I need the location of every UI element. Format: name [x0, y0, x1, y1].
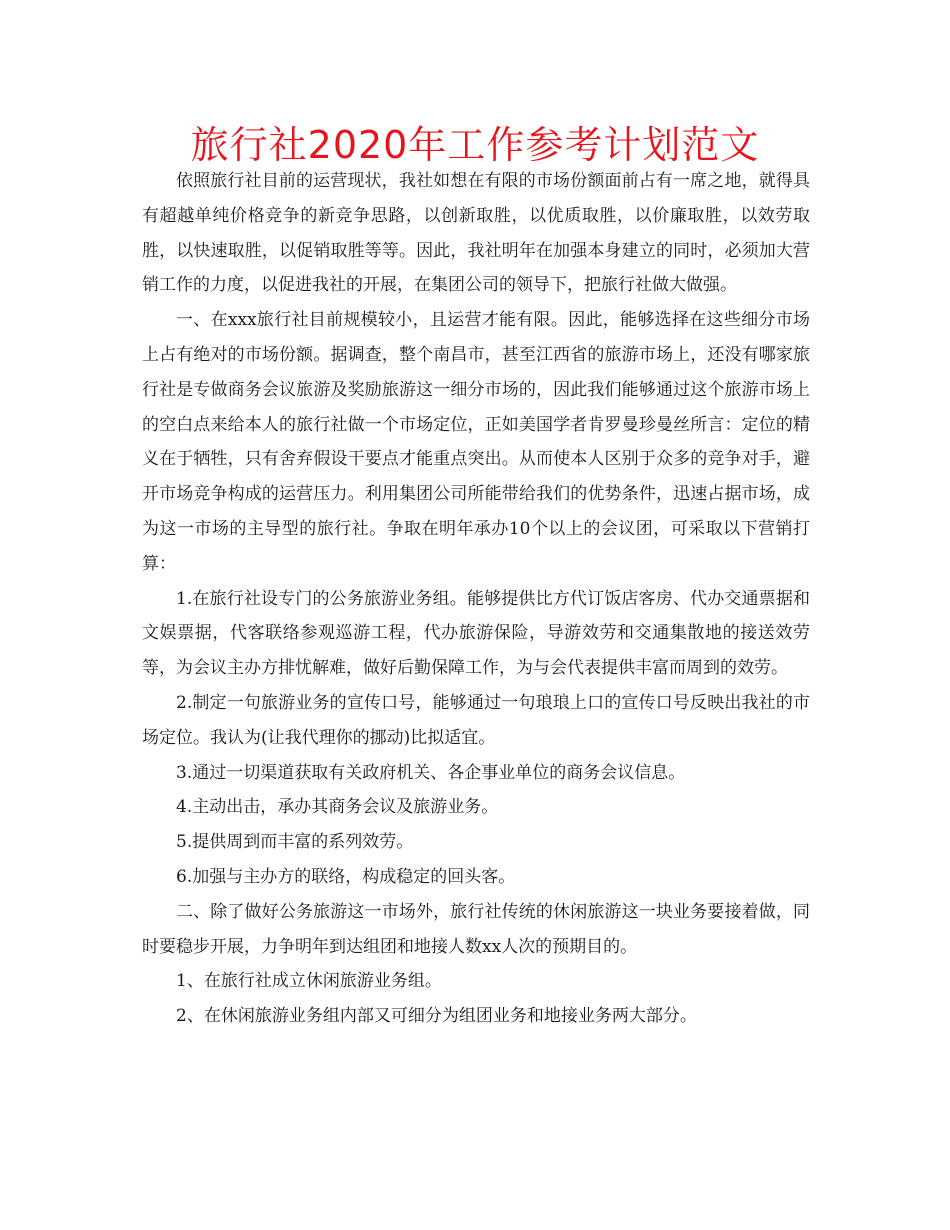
paragraph-subitem-1: 1、在旅行社成立休闲旅游业务组。	[176, 971, 442, 992]
paragraph-subitem-2: 2、在休闲旅游业务组内部又可细分为组团业务和地接业务两大部分。	[176, 1006, 697, 1027]
paragraph-section-one: 一、在xxx旅行社目前规模较小，且运营才能有限。因此，能够选择在这些细分市场上占有绝对的市场份额。据调查，整个南昌市，甚至江西省的旅游市场上，还没有哪家旅行社是专做商务会议旅游及奖励旅游这一细分市场的，因此我们能够通过这个旅游市场上的空白点来给本人的旅行社做一个市场定位，正如美国学者肯罗曼珍曼丝所言：定位的精义在于牺牲，只有舍弃假设干要点才能重点突出。从而使本人区别于众多的竞争对手，避开市场竞争构成的运营压力。利用集团公司所能带给我们的优势条件，迅速占据市场，成为这一市场的主导型的旅行社。争取在明年承办10个以上的会议团，可采取以下营销打算：	[142, 310, 810, 574]
paragraph-intro: 依照旅行社目前的运营现状，我社如想在有限的市场份额面前占有一席之地，就得具有超越单纯价格竞争的新竞争思路，以创新取胜，以优质取胜，以价廉取胜，以效劳取胜，以快速取胜，以促销取胜等等。因此，我社明年在加强本身建立的同时，必须加大营销工作的力度，以促进我社的开展，在集团公司的领导下，把旅行社做大做强。	[142, 171, 810, 296]
paragraph-item-3: 3.通过一切渠道获取有关政府机关、各企事业单位的商务会议信息。	[176, 762, 686, 783]
document-body	[142, 164, 810, 1034]
document-title: 旅行社2020年工作参考计划范文	[190, 123, 760, 167]
paragraph-item-6: 6.加强与主办方的联络，构成稳定的回头客。	[176, 866, 516, 887]
paragraph-item-5: 5.提供周到而丰富的系列效劳。	[176, 832, 414, 853]
paragraph-item-4: 4.主动出击，承办其商务会议及旅游业务。	[176, 797, 499, 818]
paragraph-section-two: 二、除了做好公务旅游这一市场外，旅行社传统的休闲旅游这一块业务要接着做，同时要稳步开展，力争明年到达组团和地接人数xx人次的预期目的。	[142, 901, 810, 957]
paragraph-item-1: 1.在旅行社设专门的公务旅游业务组。能够提供比方代订饭店客房、代办交通票据和文娱票据，代客联络参观巡游工程，代办旅游保险，导游效劳和交通集散地的接送效劳等，为会议主办方排忧解难，做好后勤保障工作，为与会代表提供丰富而周到的效劳。	[142, 588, 810, 679]
paragraph-item-2: 2.制定一句旅游业务的宣传口号，能够通过一句琅琅上口的宣传口号反映出我社的市场定位。我认为(让我代理你的挪动)比拟适宜。	[142, 692, 810, 748]
